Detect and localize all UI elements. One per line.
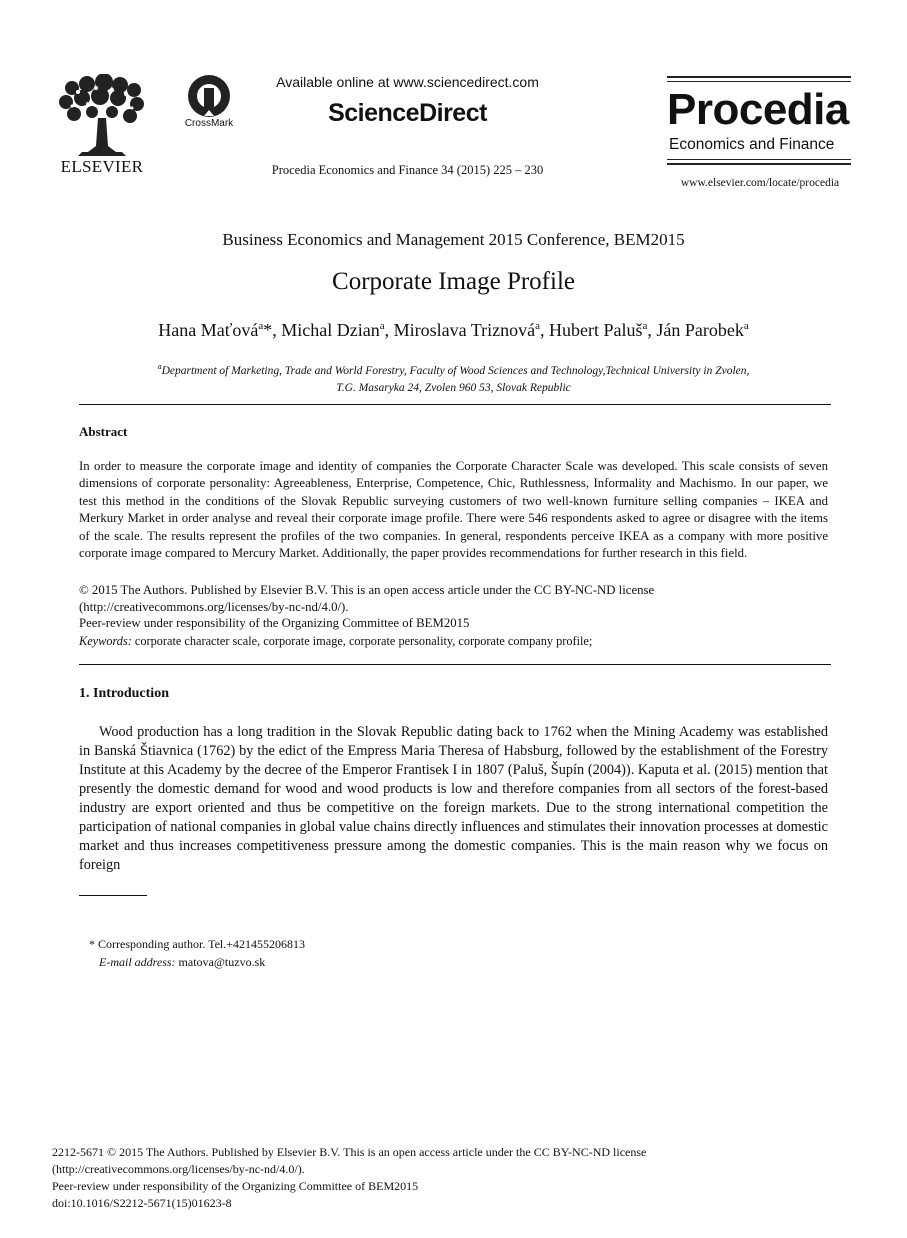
footer-license-line: 2212-5671 © 2015 The Authors. Published by Elsevier B.V. This is an open access article under the CC BY-NC-ND license bbox=[52, 1145, 647, 1159]
author-affiliation-marker: a bbox=[743, 320, 749, 332]
keywords-list: corporate character scale, corporate image, corporate personality, corporate company profile; bbox=[134, 634, 593, 648]
journal-citation: Procedia Economics and Finance 34 (2015) 225 – 230 bbox=[271, 163, 544, 177]
affiliation bbox=[80, 358, 827, 397]
journal-logo-subtitle: Economics and Finance bbox=[669, 136, 835, 153]
sciencedirect-brand[interactable]: ScienceDirect bbox=[328, 99, 487, 127]
email-note bbox=[99, 955, 265, 970]
journal-logo-rule bbox=[667, 163, 851, 165]
abstract-text: In order to measure the corporate image and identity of companies the Corporate Character Scale was developed. This scale consists of seven dimensions of corporate personality: Agreeableness, Enterprise, Competence, Chic, Ruthlessness, Informality and Machismo. In our paper, we test this method in the conditions of the Slovak Republic surveying customers of two well-known furniture selling companies – IKEA and Merkury Market in order analyse and reveal their corporate image profile. There were 546 respondents asked to agree or disagree with the items of the scale. The results represent the profiles of the two companies. In general, respondents perceive IKEA as a company with more positive corporate image compared to Mercury Market. Additionally, the paper provides recommendations for further research in this field. bbox=[79, 459, 828, 561]
section-divider bbox=[79, 664, 831, 665]
affiliation-line-2: T.G. Masaryka 24, Zvolen 960 53, Slovak Republic bbox=[336, 381, 571, 394]
journal-url-link[interactable]: www.elsevier.com/locate/procedia bbox=[680, 177, 840, 189]
author-affiliation-marker: a bbox=[379, 320, 385, 332]
author-affiliation-marker: a bbox=[535, 320, 541, 332]
author-name: Michal Dzian bbox=[281, 320, 380, 340]
footer-license-link[interactable]: (http://creativecommons.org/licenses/by-nc-nd/4.0/). bbox=[52, 1162, 305, 1176]
journal-logo-rule bbox=[667, 81, 851, 82]
corresponding-author-note: * Corresponding author. Tel.+421455206813 bbox=[89, 937, 306, 951]
journal-logo-title: Procedia bbox=[667, 85, 849, 134]
author-name: Miroslava Triznová bbox=[393, 320, 536, 340]
paper-title: Corporate Image Profile bbox=[332, 268, 575, 295]
corresponding-author-marker: * bbox=[263, 320, 273, 340]
journal-logo-rule bbox=[667, 76, 851, 78]
author-name: Hubert Paluš bbox=[549, 320, 643, 340]
conference-name: Business Economics and Management 2015 Conference, BEM2015 bbox=[222, 230, 685, 249]
abstract-heading: Abstract bbox=[79, 424, 128, 439]
keywords bbox=[79, 634, 592, 649]
email-label: E-mail address: bbox=[99, 955, 176, 969]
elsevier-wordmark: ELSEVIER bbox=[60, 157, 144, 176]
copyright-line: © 2015 The Authors. Published by Elsevier B.V. This is an open access article under the CC BY-NC-ND license bbox=[79, 583, 655, 597]
license-link[interactable]: (http://creativecommons.org/licenses/by-nc-nd/4.0/). bbox=[79, 600, 349, 614]
author-affiliation-marker: a bbox=[258, 320, 264, 332]
crossmark-label: CrossMark bbox=[184, 118, 234, 129]
available-online-text: Available online at www.sciencedirect.com bbox=[276, 74, 539, 90]
journal-logo-rule bbox=[667, 159, 851, 160]
email-address[interactable]: matova@tuzvo.sk bbox=[178, 955, 266, 969]
introduction-text: Wood production has a long tradition in the Slovak Republic dating back to 1762 when the Mining Academy was established in Banská Štiavnica (1762) by the edict of the Empress Maria Theresa of Habsburg, followed by the establishment of the Forestry Institute at this Academy by the decree of the Emperor Frantisek I in 1807 (Paluš, Šupín (2004)). Kaputa et al. (2015) mention that presently the domestic demand for wood and wood products is low and therefore companies from all sectors of the forest-based industry are export oriented and thus be competitive on the foreign markets. Due to the strong international competition the participation of national companies in global value chains directly influences and stimulates their innovation processes at domestic market and thus increases competitiveness pressure among the domestic companies. This is the main reason why we focus on foreign bbox=[79, 724, 828, 873]
author-affiliation-marker: a bbox=[642, 320, 648, 332]
section-divider bbox=[79, 404, 831, 405]
footer-doi[interactable]: doi:10.1016/S2212-5671(15)01623-8 bbox=[52, 1196, 232, 1210]
author-name: Hana Maťová bbox=[158, 320, 259, 340]
section-heading: 1. Introduction bbox=[79, 686, 169, 701]
footnote-rule bbox=[79, 895, 147, 896]
affiliation-line-1: Department of Marketing, Trade and World Forestry, Faculty of Wood Sciences and Technology,Technical University in Zvolen, bbox=[161, 364, 750, 377]
copyright-notice bbox=[79, 582, 828, 616]
keywords-label: Keywords: bbox=[79, 634, 132, 648]
footer-peer-review: Peer-review under responsibility of the Organizing Committee of BEM2015 bbox=[52, 1179, 419, 1193]
author-name: Ján Parobek bbox=[656, 320, 744, 340]
peer-review-note: Peer-review under responsibility of the Organizing Committee of BEM2015 bbox=[79, 616, 470, 630]
author-list: Hana Maťová$^a$*, Michal Dzian$^a$, Miroslava Triznová$^a$, Hubert Paluš$^a$, Ján Parobek$^a$ bbox=[158, 320, 749, 340]
affiliation-marker: a bbox=[157, 362, 162, 371]
